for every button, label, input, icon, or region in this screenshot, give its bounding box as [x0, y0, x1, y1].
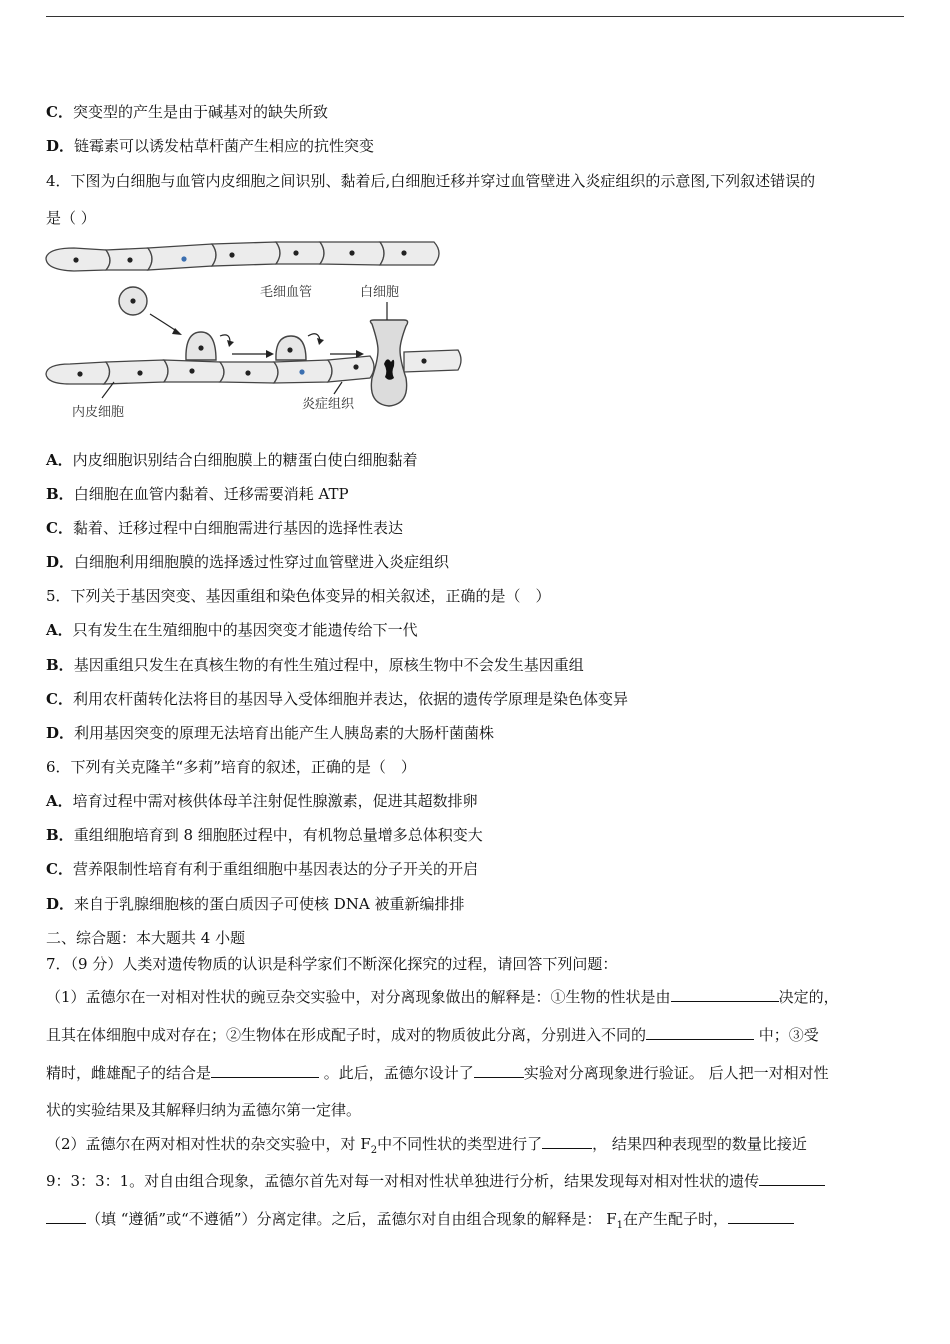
- q7-part1-line1: （1）孟德尔在一对相对性状的豌豆杂交实验中，对分离现象做出的解释是：①生物的性状是由 决定的，: [46, 988, 839, 1006]
- section-heading: 二、综合题：本大题共 4 小题: [46, 929, 246, 947]
- q3-option-d: D．链霉素可以诱发枯草杆菌产生相应的抗性突变: [46, 137, 375, 155]
- q4-stem-line2: 是（ ）: [46, 209, 96, 227]
- q6-option-a: A．培育过程中需对核供体母羊注射促性腺激素，促进其超数排卵: [46, 792, 478, 810]
- q4-option-a: A．内皮细胞识别结合白细胞膜上的糖蛋白使白细胞黏着: [46, 451, 418, 469]
- q7-part2-line2: 9：3：3：1。对自由组合现象，孟德尔首先对每一对相对性状单独进行分析，结果发现每对相对性状的遗传: [46, 1170, 825, 1191]
- answer-blank[interactable]: [542, 1133, 592, 1149]
- q4-option-c: C．黏着、迁移过程中白细胞需进行基因的选择性表达: [46, 519, 403, 537]
- header-rule: [46, 16, 904, 17]
- q4-option-d: D．白细胞利用细胞膜的选择透过性穿过血管壁进入炎症组织: [46, 553, 450, 571]
- q7-part1-line4: 状的实验结果及其解释归纳为孟德尔第一定律。: [46, 1101, 362, 1119]
- label-leukocyte: 白细胞: [360, 285, 400, 300]
- q6-option-d: D．来自于乳腺细胞核的蛋白质因子可使核 DNA 被重新编排排: [46, 895, 465, 913]
- q5-option-b: B．基因重组只发生在真核生物的有性生殖过程中，原核生物中不会发生基因重组: [46, 656, 584, 674]
- leukocyte-migration-diagram: [44, 234, 466, 420]
- answer-blank[interactable]: [671, 986, 779, 1002]
- label-capillary: 毛细血管: [260, 285, 313, 300]
- answer-blank[interactable]: [759, 1170, 825, 1186]
- q5-stem: 5．下列关于基因突变、基因重组和染色体变异的相关叙述，正确的是（ ）: [46, 587, 551, 605]
- q7-stem: 7．（9 分）人类对遗传物质的认识是科学家们不断深化探究的过程，请回答下列问题：: [46, 955, 618, 973]
- answer-blank[interactable]: [646, 1024, 754, 1040]
- q7-part2-line3: （填 “遵循”或“不遵循”）分离定律。之后，孟德尔对自由组合现象的解释是： $F_1$在产生配子时，: [46, 1208, 794, 1236]
- q7-part1-line3: 精时，雌雄配子的结合是 。此后，孟德尔设计了 实验对分离现象进行验证。 后人把一对相对性: [46, 1064, 829, 1082]
- q5-option-d: D．利用基因突变的原理无法培育出能产生人胰岛素的大肠杆菌菌株: [46, 724, 495, 742]
- answer-blank[interactable]: [474, 1062, 524, 1078]
- q5-option-c: C．利用农杆菌转化法将目的基因导入受体细胞并表达，依据的遗传学原理是染色体变异: [46, 690, 628, 708]
- label-endothelial: 内皮细胞: [72, 405, 125, 420]
- q7-part2-line1: （2）孟德尔在两对相对性状的杂交实验中，对 $F_2$中不同性状的类型进行了 ， 结果四种表现型的数量比接近: [46, 1135, 807, 1156]
- q4-stem-line1: 4．下图为白细胞与血管内皮细胞之间识别、黏着后,白细胞迁移并穿过血管壁进入炎症组织的示意图,下列叙述错误的: [46, 172, 816, 190]
- q6-stem: 6．下列有关克隆羊“多莉”培育的叙述，正确的是（ ）: [46, 758, 416, 776]
- q3-option-c: C．突变型的产生是由于碱基对的缺失所致: [46, 103, 328, 121]
- answer-blank[interactable]: [728, 1208, 794, 1224]
- q5-option-a: A．只有发生在生殖细胞中的基因突变才能遗传给下一代: [46, 621, 418, 639]
- answer-blank[interactable]: [211, 1062, 319, 1078]
- answer-blank[interactable]: [46, 1208, 86, 1224]
- q6-option-c: C．营养限制性培育有利于重组细胞中基因表达的分子开关的开启: [46, 860, 478, 878]
- q7-part1-line2: 且其在体细胞中成对存在；②生物体在形成配子时，成对的物质彼此分离，分别进入不同的 中；③受: [46, 1026, 819, 1044]
- q6-option-b: B．重组细胞培育到 8 细胞胚过程中，有机物总量增多总体积变大: [46, 826, 483, 844]
- q4-option-b: B．白细胞在血管内黏着、迁移需要消耗 ATP: [46, 485, 349, 503]
- label-inflamed-tissue: 炎症组织: [302, 397, 355, 412]
